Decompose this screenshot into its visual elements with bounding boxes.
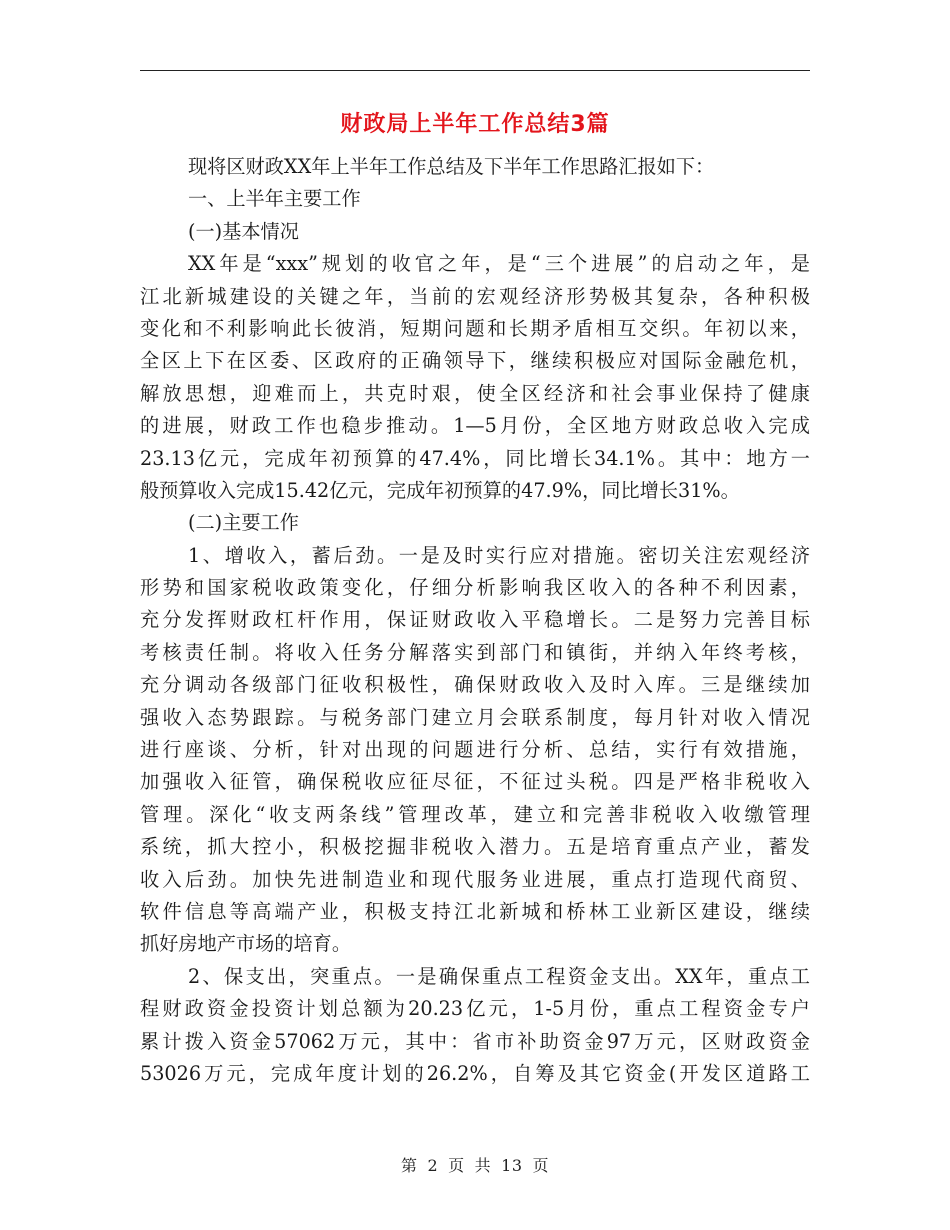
text-line: 考核责任制。将收入任务分解落实到部门和镇街，并纳入年终考核， (140, 640, 810, 664)
text-line: 充分发挥财政杠杆作用，保证财政收入平稳增长。二是努力完善目标 (140, 608, 810, 632)
text-line: 23.13亿元，完成年初预算的47.4%，同比增长34.1%。其中：地方一 (140, 446, 810, 470)
text-line: 抓好房地产市场的培育。 (140, 932, 352, 956)
footer-total-pages: 13 (501, 1156, 523, 1175)
footer-total-label: 共 (474, 1156, 492, 1175)
text-line: 1、增收入，蓄后劲。一是及时实行应对措施。密切关注宏观经济 (188, 543, 810, 567)
text-line: 系统，抓大控小，积极挖掘非税收入潜力。五是培育重点产业，蓄发 (140, 835, 810, 859)
text-line: 软件信息等高端产业，积极支持江北新城和桥林工业新区建设，继续 (140, 899, 810, 923)
document-title: 财政局上半年工作总结3篇 (340, 112, 610, 137)
text-line: (二)主要工作 (188, 511, 299, 535)
footer-total-unit: 页 (532, 1156, 550, 1175)
text-line: 累计拨入资金57062万元，其中：省市补助资金97万元，区财政资金 (140, 1029, 810, 1053)
text-line: 53026万元，完成年度计划的26.2%，自筹及其它资金(开发区道路工 (140, 1061, 810, 1085)
text-line: 收入后劲。加快先进制造业和现代服务业进展，重点打造现代商贸、 (140, 867, 810, 891)
text-line: 形势和国家税收政策变化，仔细分析影响我区收入的各种不利因素， (140, 576, 810, 600)
text-line: 充分调动各级部门征收积极性，确保财政收入及时入库。三是继续加 (140, 673, 810, 697)
text-line: 变化和不利影响此长彼消，短期问题和长期矛盾相互交织。年初以来， (140, 316, 810, 340)
text-line: 2、保支出，突重点。一是确保重点工程资金支出。XX年，重点工 (188, 964, 810, 988)
header-rule (140, 70, 810, 71)
text-line: 强收入态势跟踪。与税务部门建立月会联系制度，每月针对收入情况 (140, 705, 810, 729)
text-line: XX年是“xxx”规划的收官之年，是“三个进展”的启动之年，是 (188, 252, 810, 276)
text-line: 全区上下在区委、区政府的正确领导下，继续积极应对国际金融危机， (140, 349, 810, 373)
text-line: 进行座谈、分析，针对出现的问题进行分析、总结，实行有效措施， (140, 738, 810, 762)
text-line: 程财政资金投资计划总额为20.23亿元，1-5月份，重点工程资金专户 (140, 997, 810, 1021)
text-line: 解放思想，迎难而上，共克时艰，使全区经济和社会事业保持了健康 (140, 381, 810, 405)
footer-page-unit: 页 (448, 1156, 465, 1175)
text-line: 加强收入征管，确保税收应征尽征，不征过头税。四是严格非税收入 (140, 770, 810, 794)
document-body (140, 151, 810, 1090)
text-line: 江北新城建设的关键之年，当前的宏观经济形势极其复杂，各种积极 (140, 284, 810, 308)
footer-page-label: 第 (400, 1156, 418, 1175)
text-line: 现将区财政XX年上半年工作总结及下半年工作思路汇报如下： (188, 155, 715, 178)
text-line: (一)基本情况 (188, 219, 299, 243)
text-line: 一、上半年主要工作 (188, 187, 361, 211)
text-line: 管理。深化“收支两条线”管理改革，建立和完善非税收入收缴管理 (140, 802, 810, 826)
text-line: 的进展，财政工作也稳步推动。1—5月份，全区地方财政总收入完成 (140, 414, 810, 438)
page-footer (140, 1154, 810, 1178)
footer-page-number: 2 (427, 1156, 439, 1175)
text-line: 般预算收入完成15.42亿元，完成年初预算的47.9%，同比增长31%。 (140, 478, 740, 502)
